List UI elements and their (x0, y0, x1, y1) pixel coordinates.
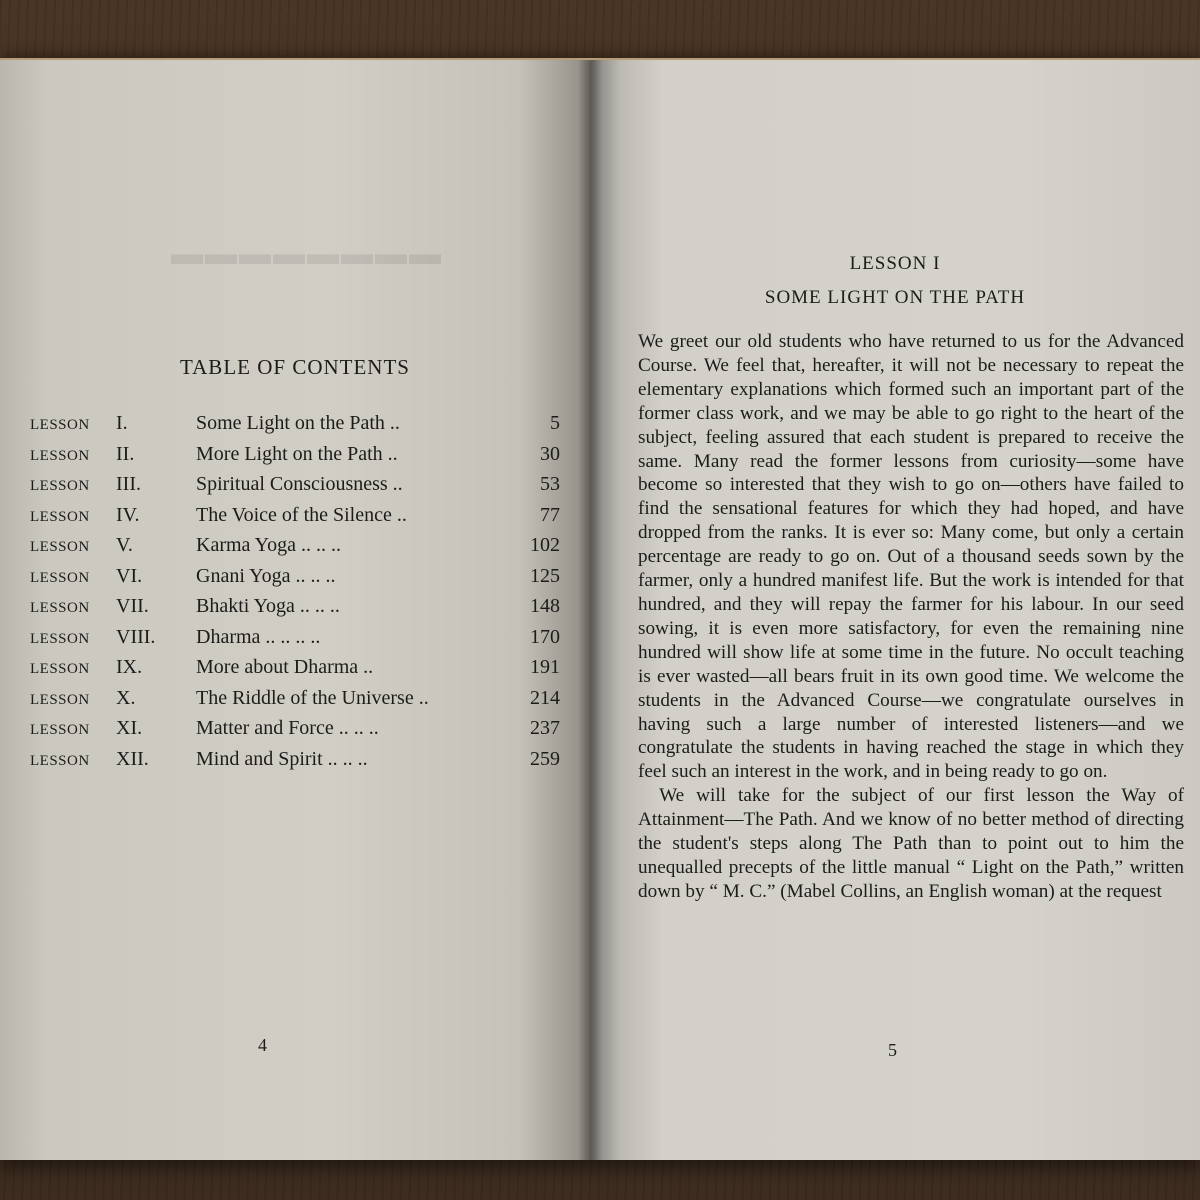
toc-numeral: VIII. (116, 625, 156, 648)
toc-entry (30, 687, 560, 718)
lesson-heading: LESSON I (849, 253, 941, 274)
toc-entry-title: Bhakti Yoga .. .. .. (196, 595, 340, 617)
toc-numeral: XII. (116, 747, 149, 770)
body-paragraph: We greet our old students who have returned to us for the Advanced Course. We feel that, hereafter, it will not be necessary to repeat the elementary explanations which formed such an important part of the former class work, and we may be able to go right to the heart of the subject, feeling assured that each student is prepared to receive the same. Many read the former lessons from curiosity—some have become so interested that they wish to go on—others have failed to find the sensational features for which they had hoped, and have dropped from the ranks. It is ever so: Many come, but only a certain percentage are ready to go on. Out of a thousand seeds sown by the farmer, only a hundred manifest life. But the work is intended for that hundred, and they will repay the farmer for his labour. In our seed sowing, it is even more satisfactory, for even the remaining nine hundred will show life at some time in the future. No occult teaching is ever wasted—all bears fruit in its own good time. We welcome the students in the Advanced Course—we congratulate ourselves in having such a large number of interested listeners—and we congratulate the students in having reached the stage in which they feel such an interest in the work, and in being ready to go on. (638, 331, 1184, 783)
toc-entry-title: The Voice of the Silence .. (196, 503, 407, 526)
toc-numeral: V. (116, 534, 133, 556)
toc-lesson-word: LESSON (30, 508, 90, 525)
toc-lesson-word: LESSON (30, 447, 90, 464)
bleed-through-text: ▬▬▬▬▬▬▬▬ (169, 235, 441, 271)
toc-list (30, 412, 560, 778)
toc-lesson-word: LESSON (30, 539, 90, 555)
toc-numeral: XI. (116, 717, 143, 739)
toc-page-number: 77 (540, 503, 560, 526)
toc-numeral: II. (116, 442, 135, 465)
toc-entry (30, 412, 560, 443)
toc-lesson-word: LESSON (30, 752, 90, 769)
toc-entry (30, 717, 560, 748)
toc-numeral: III. (116, 473, 141, 495)
toc-page-number: 214 (530, 686, 560, 709)
lesson-body (638, 330, 1184, 904)
toc-page-number: 102 (530, 534, 560, 556)
toc-page-number: 30 (540, 442, 560, 465)
toc-lesson-word: LESSON (30, 569, 90, 586)
toc-numeral: VI. (116, 564, 143, 587)
toc-page-number: 53 (540, 473, 560, 495)
toc-entry-title: Gnani Yoga .. .. .. (196, 564, 336, 587)
toc-lesson-word: LESSON (30, 600, 90, 616)
right-page (590, 60, 1200, 1160)
toc-numeral: IX. (116, 656, 143, 678)
toc-entry (30, 748, 560, 779)
toc-page-number: 191 (530, 656, 560, 678)
toc-lesson-word: LESSON (30, 417, 90, 433)
toc-entry (30, 565, 560, 596)
toc-entry-title: More about Dharma .. (196, 656, 374, 678)
toc-lesson-word: LESSON (30, 691, 90, 708)
right-page-number: 5 (888, 1040, 897, 1060)
toc-page-number: 237 (530, 717, 560, 739)
toc-lesson-word: LESSON (30, 722, 90, 738)
toc-entry (30, 473, 560, 504)
toc-numeral: I. (116, 412, 128, 434)
left-page-number: 4 (258, 1035, 267, 1055)
lesson-subtitle: SOME LIGHT ON THE PATH (764, 287, 1026, 308)
toc-numeral: IV. (116, 503, 140, 526)
toc-lesson-word: LESSON (30, 630, 90, 647)
toc-entry (30, 443, 560, 474)
toc-entry (30, 626, 560, 657)
toc-entry-title: Karma Yoga .. .. .. (196, 534, 341, 556)
toc-entry (30, 504, 560, 535)
toc-page-number: 148 (530, 595, 560, 617)
toc-lesson-word: LESSON (30, 661, 90, 677)
toc-entry (30, 656, 560, 687)
toc-page-number: 125 (530, 564, 560, 587)
toc-entry-title: Matter and Force .. .. .. (196, 717, 379, 739)
toc-entry (30, 534, 560, 565)
toc-entry-title: Spiritual Consciousness .. (196, 473, 403, 495)
toc-entry-title: Some Light on the Path .. (196, 412, 400, 434)
body-paragraph: We will take for the subject of our first lesson the Way of Attainment—The Path. And we know of no better method of directing the student's steps along The Path than to point out to him the unequalled precepts of the little manual “ Light on the Path,” written down by “ M. C.” (Mabel Collins, an English woman) at the request (638, 785, 1184, 902)
toc-title: TABLE OF CONTENTS (180, 355, 410, 379)
toc-page-number: 259 (530, 747, 560, 770)
toc-entry-title: Dharma .. .. .. .. (196, 625, 321, 648)
book-gutter (578, 60, 602, 1160)
toc-entry-title: Mind and Spirit .. .. .. (196, 747, 368, 770)
left-page (0, 60, 590, 1160)
toc-numeral: VII. (116, 595, 149, 617)
toc-numeral: X. (116, 686, 136, 709)
toc-entry-title: The Riddle of the Universe .. (196, 686, 429, 709)
toc-page-number: 170 (530, 625, 560, 648)
toc-lesson-word: LESSON (30, 478, 90, 494)
toc-entry (30, 595, 560, 626)
toc-entry-title: More Light on the Path .. (196, 442, 398, 465)
toc-page-number: 5 (550, 412, 560, 434)
